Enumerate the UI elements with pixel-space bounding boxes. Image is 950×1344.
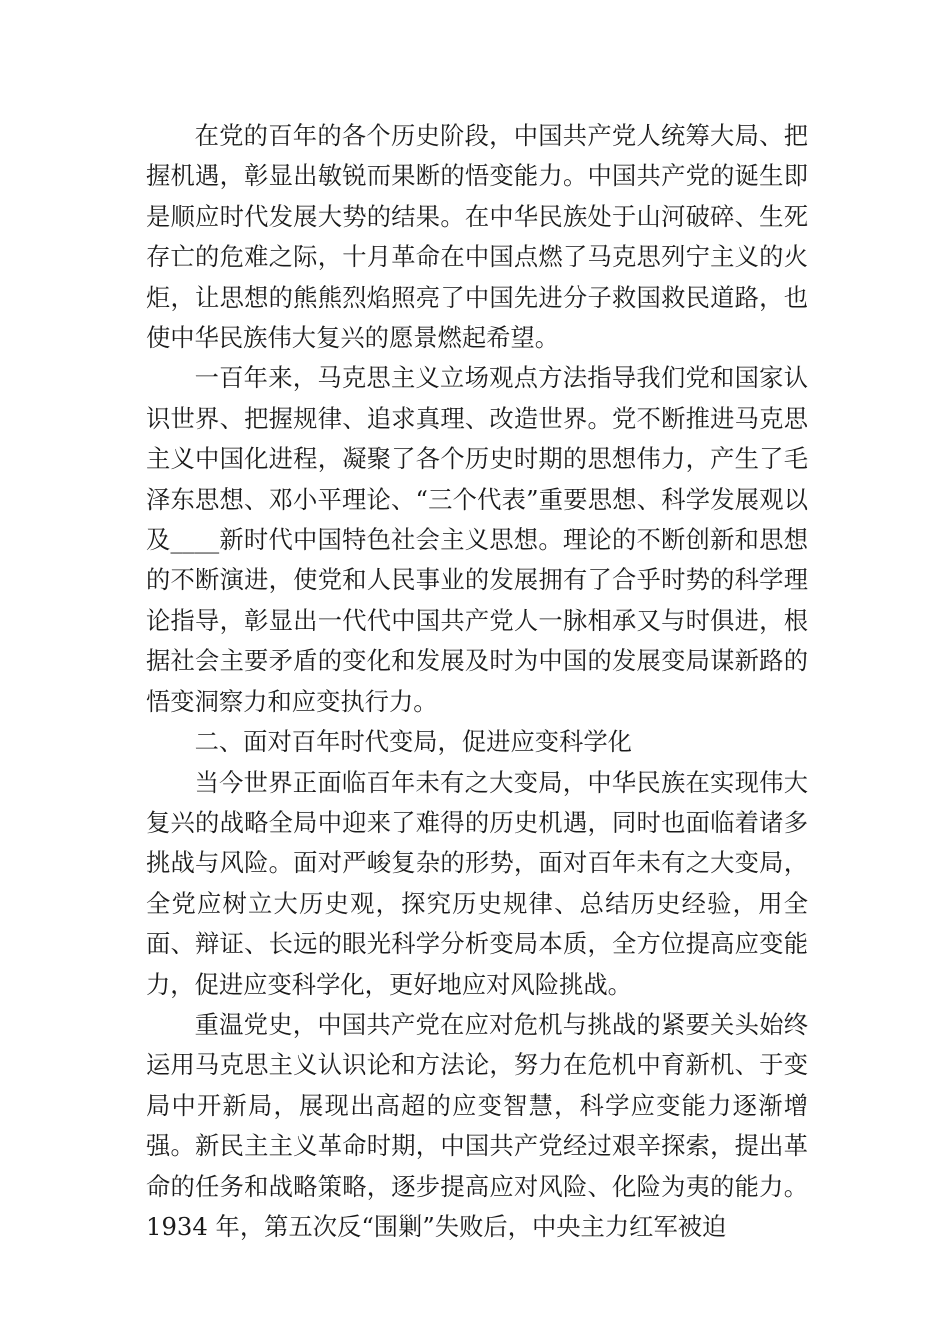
paragraph-party-history: 重温党史，中国共产党在应对危机与挑战的紧要关头始终运用马克思主义认识论和方法论，努力在危机中育新机、于变局中开新局，展现出高超的应变智慧，科学应变能力逐渐增强。新民主主义革命时期，中国共产党经过艰辛探索，提出革命的任务和战略策略，逐步提高应对风险、化险为夷的能力。1934 年，第五次反“围剿”失败后，中央主力红军被迫 (146, 1009, 808, 1241)
document-page (146, 116, 808, 1247)
paragraph-grasp-change: 在党的百年的各个历史阶段，中国共产党人统筹大局、把握机遇，彰显出敏锐而果断的悟变能力。中国共产党的诞生即是顺应时代发展大势的结果。在中华民族处于山河破碎、生死存亡的危难之际，十月革命在中国点燃了马克思列宁主义的火炬，让思想的熊熊烈焰照亮了中国先进分子救国救民道路，也使中华民族伟大复兴的愿景燃起希望。 (146, 121, 808, 353)
paragraph-marxism-guidance: 一百年来，马克思主义立场观点方法指导我们党和国家认识世界、把握规律、追求真理、改造世界。党不断推进马克思主义中国化进程，凝聚了各个历史时期的思想伟力，产生了毛泽东思想、邓小平理论、“三个代表”重要思想、科学发展观以及____新时代中国特色社会主义思想。理论的不断创新和思想的不断演进，使党和人民事业的发展拥有了合乎时势的科学理论指导，彰显出一代代中国共产党人一脉相承又与时俱进，根据社会主要矛盾的变化和发展及时为中国的发展变局谋新路的悟变洞察力和应变执行力。 (146, 363, 808, 716)
paragraph-great-changes: 当今世界正面临百年未有之大变局，中华民族在实现伟大复兴的战略全局中迎来了难得的历史机遇，同时也面临着诸多挑战与风险。面对严峻复杂的形势，面对百年未有之大变局，全党应树立大历史观，探究历史规律、总结历史经验，用全面、辩证、长远的眼光科学分析变局本质，全方位提高应变能力，促进应变科学化，更好地应对风险挑战。 (146, 767, 808, 999)
section-heading-2: 二、面对百年时代变局，促进应变科学化 (194, 727, 632, 757)
